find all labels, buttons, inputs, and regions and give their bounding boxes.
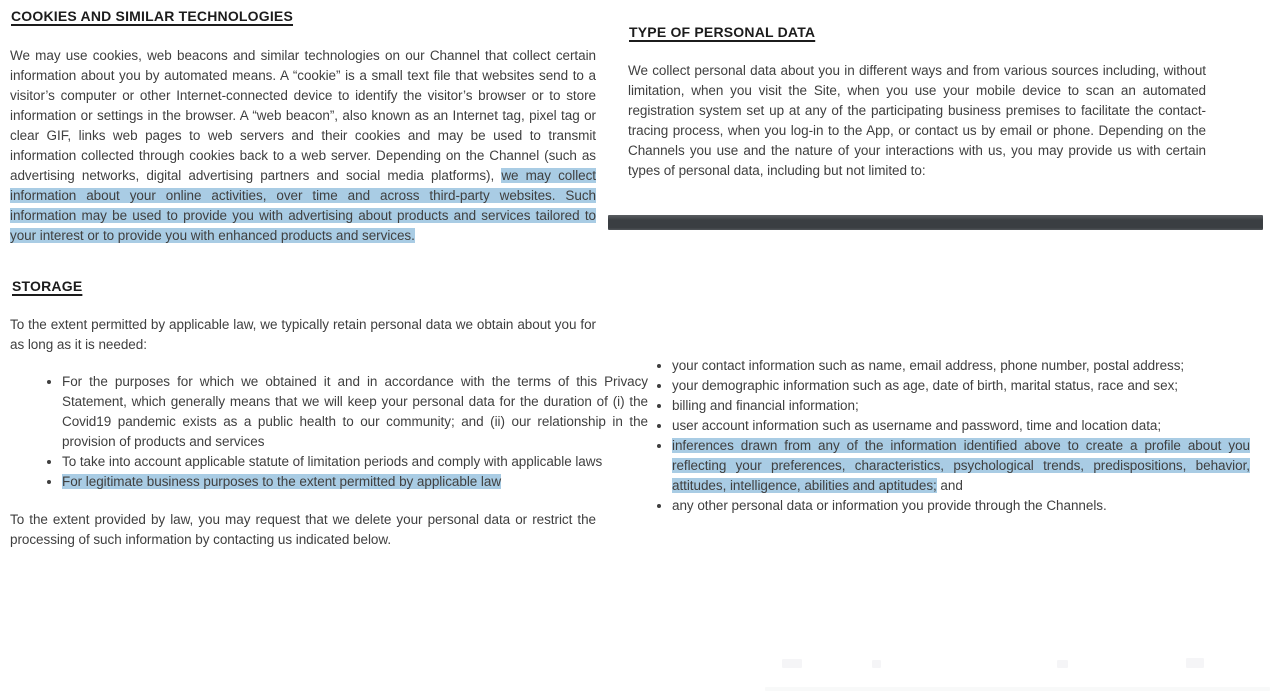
storage-bullet-highlighted-text: For legitimate business purposes to the extent permitted by applicable law: [62, 474, 502, 489]
scan-artifact: [1057, 660, 1068, 668]
list-item: [672, 356, 1250, 376]
list-item: [62, 372, 648, 452]
cookies-paragraph: [10, 46, 596, 246]
personal-data-bullet-text: any other personal data or information you provide through the Channels.: [672, 498, 1107, 513]
list-item: [62, 452, 648, 472]
list-item: [62, 472, 648, 492]
list-item: [672, 396, 1250, 416]
list-item: [672, 436, 1250, 496]
list-item: [672, 416, 1250, 436]
storage-list: [10, 372, 648, 492]
list-item: [672, 376, 1250, 396]
cookies-paragraph-highlighted-text: we may collect information about your online activities, over time and across third-party websites. Such information may be used to provide you with advertising about products and services tailored to your interest or to provide you with enhanced products and services.: [10, 168, 597, 243]
personal-data-paragraph: We collect personal data about you in different ways and from various sources including, without limitation, when you visit the Site, when you use your mobile device to scan an automated registration system set up at any of the participating business premises to facilitate the contact-tracing process, when you log-in to the App, or contact us by email or phone. Depending on the Channels you use and the nature of your interactions with us, you may provide us with certain types of personal data, including but not limited to:: [628, 63, 1206, 178]
personal-data-bullet-text: billing and financial information;: [672, 398, 859, 413]
section-heading-storage: STORAGE: [12, 278, 83, 294]
scan-artifact: [1186, 658, 1204, 668]
section-heading-cookies: COOKIES AND SIMILAR TECHNOLOGIES: [11, 8, 294, 24]
scan-artifact: [782, 659, 802, 668]
scan-artifact: [765, 687, 1270, 691]
personal-data-list: [628, 356, 1250, 516]
storage-closing: To the extent provided by law, you may request that we delete your personal data or restrict the processing of such information by contacting us indicated below.: [10, 512, 596, 547]
list-item: [672, 496, 1250, 516]
redaction-bar: [608, 215, 1263, 230]
storage-bullet-text: For the purposes for which we obtained it and in accordance with the terms of this Privacy Statement, which generally means that we will keep your personal data for the duration of (i) the Covid19 pandemic exists as a public health to our community; and (ii) our relationship in the provision of products and services: [62, 374, 648, 449]
personal-data-bullet-text: your contact information such as name, email address, phone number, postal address;: [672, 358, 1185, 373]
cookies-paragraph-text: We may use cookies, web beacons and similar technologies on our Channel that collect certain information about you by automated means. A “cookie” is a small text file that websites send to a visitor’s computer or other Internet-connected device to identify the visitor’s browser or to store information or settings in the browser. A “web beacon”, also known as an Internet tag, pixel tag or clear GIF, links web pages to web servers and their cookies and may be used to transmit information collected through cookies back to a web server. Depending on the Channel (such as advertising networks, digital advertising partners and social media platforms),: [10, 48, 596, 183]
personal-data-bullet-text: your demographic information such as age, date of birth, marital status, race and sex;: [672, 378, 1178, 393]
scan-artifact: [872, 660, 881, 668]
storage-intro: To the extent permitted by applicable law, we typically retain personal data we obtain about you for as long as it is needed:: [10, 317, 596, 352]
personal-data-bullet-text: user account information such as username and password, time and location data;: [672, 418, 1162, 433]
personal-data-bullet-highlighted-text: inferences drawn from any of the information identified above to create a profile about you reflecting your preferences, characteristics, psychological trends, predispositions, behavior, attitudes, intelligence, abilities and aptitudes;: [672, 438, 1250, 493]
personal-data-bullet-suffix: and: [936, 478, 963, 493]
storage-bullet-text: To take into account applicable statute of limitation periods and comply with applicable laws: [62, 454, 603, 469]
section-heading-personal-data: TYPE OF PERSONAL DATA: [629, 24, 816, 40]
